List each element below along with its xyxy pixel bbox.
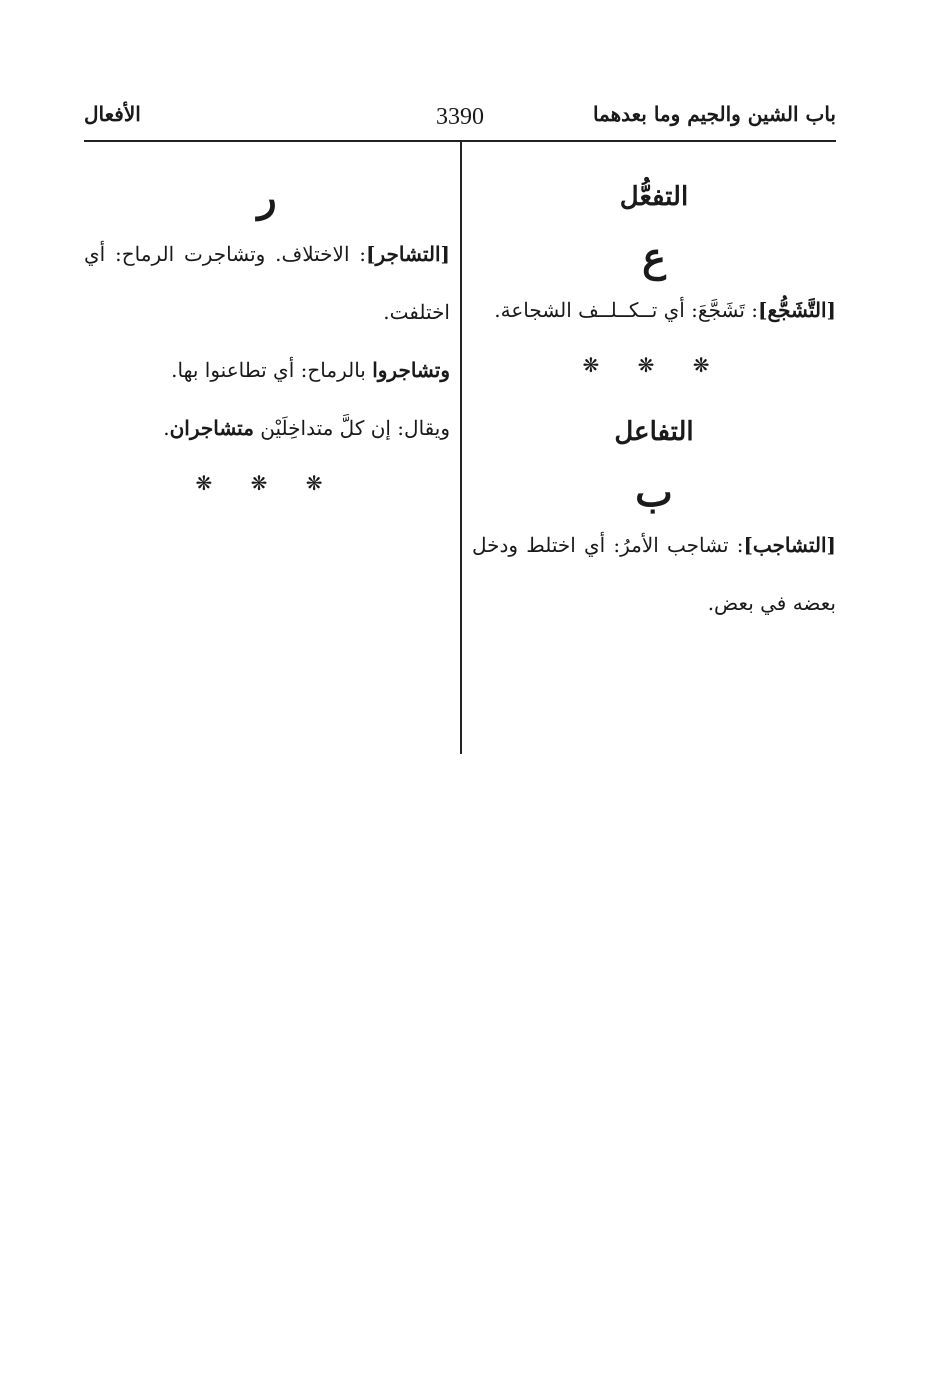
entry-headword: [التشاجب] <box>743 533 836 557</box>
header-left-title: الأفعال <box>84 102 141 126</box>
section-letter-ain: ع <box>642 234 666 281</box>
entry-definition: بالرماح: أي تطاعنوا بها. <box>171 358 373 382</box>
section-title-tafaal: التفاعل <box>614 417 694 447</box>
entry-headword: [التَّشَجُّع] <box>757 298 836 322</box>
entry-tashajub <box>472 516 836 632</box>
section-separator-stars: ❋ ❋ ❋ <box>195 471 339 495</box>
entry-mutashajiran <box>84 399 450 457</box>
section-separator-stars: ❋ ❋ ❋ <box>582 353 726 377</box>
entry-headword: [التشاجر] <box>366 242 450 266</box>
right-column <box>472 160 836 632</box>
entry-tashajju <box>472 281 836 339</box>
entry-definition: : تشاجب الأمرُ: أي اختلط ودخل بعضه في بعض. <box>472 533 836 615</box>
section-letter-ba: ب <box>635 469 673 516</box>
entry-definition: ويقال: إن كلَّ متداخِلَيْن <box>253 416 450 440</box>
section-letter-ra: ر <box>257 174 277 221</box>
section-title-tafaul: التفعُّل <box>619 182 689 212</box>
entry-headword: وتشاجروا <box>372 358 450 382</box>
entry-tashajur <box>84 225 450 341</box>
entry-tashajaru <box>84 341 450 399</box>
page-number: 3390 <box>436 104 484 130</box>
entry-punctuation: . <box>163 416 170 440</box>
left-column <box>84 160 450 495</box>
column-divider <box>460 142 462 754</box>
header-right-title: باب الشين والجيم وما بعدهما <box>592 102 836 126</box>
entry-definition: : الاختلاف. وتشاجرت الرماح: أي اختلفت. <box>84 242 450 324</box>
entry-definition: : تَشَجَّعَ: أي تــكــلــف الشجاعة. <box>494 298 758 322</box>
entry-headword: متشاجران <box>169 416 254 440</box>
